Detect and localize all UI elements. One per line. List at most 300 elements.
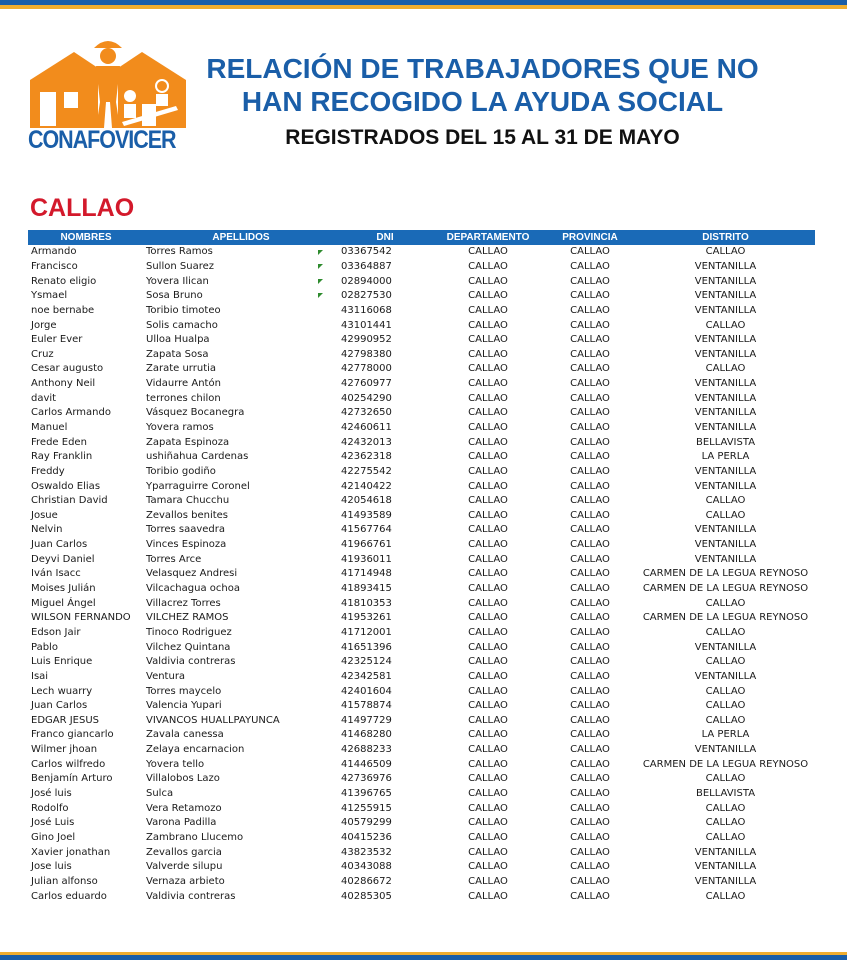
apellido-cell: terrones chilon — [146, 392, 221, 404]
departamento-cell: CALLAO — [468, 378, 508, 390]
departamento-cell: CALLAO — [468, 246, 508, 258]
departamento-cell: CALLAO — [468, 348, 508, 360]
nombre-cell: Wilmer jhoan — [31, 744, 98, 756]
distrito-cell: VENTANILLA — [694, 539, 757, 551]
distrito-cell: CALLAO — [705, 246, 746, 258]
nombre-cell: davit — [31, 392, 57, 404]
table-row — [28, 845, 815, 860]
departamento-cell: CALLAO — [468, 656, 508, 668]
distrito-cell: VENTANILLA — [694, 290, 757, 302]
distrito-cell: BELLAVISTA — [695, 436, 756, 448]
dni-cell: 41953261 — [341, 612, 392, 624]
dni-cell: 41468280 — [341, 729, 392, 741]
provincia-cell: CALLAO — [570, 788, 610, 800]
dni-cell: 41714948 — [341, 568, 392, 580]
table-row — [28, 831, 815, 846]
distrito-cell: CALLAO — [705, 773, 746, 785]
table-row — [28, 596, 815, 611]
table-row — [28, 655, 815, 670]
nombre-cell: Nelvin — [31, 524, 63, 536]
table-row — [28, 289, 815, 304]
apellido-cell: Zambrano Llucemo — [146, 831, 244, 843]
distrito-cell: BELLAVISTA — [695, 788, 756, 800]
table-row — [28, 670, 815, 685]
provincia-cell: CALLAO — [570, 348, 610, 360]
nombre-cell: Julian alfonso — [31, 875, 98, 887]
provincia-cell: CALLAO — [570, 363, 610, 375]
departamento-cell: CALLAO — [468, 568, 508, 580]
apellido-cell: Ulloa Hualpa — [146, 334, 210, 346]
dni-cell: 42732650 — [341, 407, 392, 419]
logo-wordmark: CONAFOVICER — [28, 126, 176, 154]
distrito-cell: VENTANILLA — [694, 348, 757, 360]
dni-cell: 40579299 — [341, 817, 392, 829]
provincia-cell: CALLAO — [570, 641, 610, 653]
dni-cell: 42325124 — [341, 656, 392, 668]
table-row — [28, 523, 815, 538]
nombre-cell: Christian David — [31, 495, 108, 507]
distrito-cell: CALLAO — [705, 817, 746, 829]
dni-cell: 41651396 — [341, 641, 392, 653]
distrito-cell: LA PERLA — [701, 451, 750, 463]
provincia-cell: CALLAO — [570, 685, 610, 697]
dni-cell: 42798380 — [341, 348, 392, 360]
dni-cell: 42140422 — [341, 480, 392, 492]
table-row — [28, 801, 815, 816]
departamento-cell: CALLAO — [468, 685, 508, 697]
table-row — [28, 406, 815, 421]
provincia-cell: CALLAO — [570, 612, 610, 624]
apellido-cell: Vásquez Bocanegra — [146, 407, 245, 419]
nombre-cell: Oswaldo Elias — [31, 480, 101, 492]
distrito-cell: CALLAO — [705, 626, 746, 638]
dni-cell: 42342581 — [341, 670, 392, 682]
apellido-cell: Valverde silupu — [146, 861, 223, 873]
provincia-cell: CALLAO — [570, 773, 610, 785]
dni-cell: 40286672 — [341, 875, 392, 887]
provincia-cell: CALLAO — [570, 656, 610, 668]
distrito-cell: VENTANILLA — [694, 275, 757, 287]
distrito-cell: CALLAO — [705, 319, 746, 331]
apellido-cell: Solis camacho — [146, 319, 218, 331]
departamento-cell: CALLAO — [468, 407, 508, 419]
nombre-cell: Ysmael — [31, 290, 68, 302]
departamento-cell: CALLAO — [468, 729, 508, 741]
page-title — [195, 52, 770, 118]
provincia-cell: CALLAO — [570, 714, 610, 726]
distrito-cell: VENTANILLA — [694, 465, 757, 477]
distrito-cell: VENTANILLA — [694, 861, 757, 873]
distrito-cell: VENTANILLA — [694, 744, 757, 756]
nombre-cell: Pablo — [31, 641, 58, 653]
bottom-accent-bar — [0, 952, 847, 960]
nombre-cell: Juan Carlos — [31, 700, 88, 712]
column-header-dni: DNI — [338, 230, 432, 245]
nombre-cell: Franco giancarlo — [31, 729, 114, 741]
table-header-row — [28, 230, 815, 245]
provincia-cell: CALLAO — [570, 246, 610, 258]
cell-comment-marker — [318, 293, 323, 298]
departamento-cell: CALLAO — [468, 436, 508, 448]
cell-comment-marker — [318, 279, 323, 284]
dni-cell: 40415236 — [341, 831, 392, 843]
distrito-cell: VENTANILLA — [694, 846, 757, 858]
table-row — [28, 757, 815, 772]
departamento-cell: CALLAO — [468, 260, 508, 272]
dni-cell: 42432013 — [341, 436, 392, 448]
provincia-cell: CALLAO — [570, 861, 610, 873]
table-row — [28, 274, 815, 289]
nombre-cell: José luis — [31, 788, 72, 800]
departamento-cell: CALLAO — [468, 875, 508, 887]
dni-cell: 42990952 — [341, 334, 392, 346]
provincia-cell: CALLAO — [570, 817, 610, 829]
table-row — [28, 816, 815, 831]
nombre-cell: Carlos wilfredo — [31, 758, 106, 770]
dni-cell: 42736976 — [341, 773, 392, 785]
apellido-cell: Vernaza arbieto — [146, 875, 225, 887]
dni-cell: 43101441 — [341, 319, 392, 331]
top-accent-bar — [0, 0, 847, 9]
departamento-cell: CALLAO — [468, 744, 508, 756]
page-title-line-2: HAN RECOGIDO LA AYUDA SOCIAL — [241, 86, 724, 117]
provincia-cell: CALLAO — [570, 334, 610, 346]
provincia-cell: CALLAO — [570, 626, 610, 638]
table-row — [28, 435, 815, 450]
table-row — [28, 684, 815, 699]
departamento-cell: CALLAO — [468, 304, 508, 316]
departamento-cell: CALLAO — [468, 363, 508, 375]
table-row — [28, 260, 815, 275]
apellido-cell: Yparraguirre Coronel — [146, 480, 250, 492]
departamento-cell: CALLAO — [468, 612, 508, 624]
dni-cell: 43116068 — [341, 304, 392, 316]
departamento-cell: CALLAO — [468, 714, 508, 726]
table-row — [28, 333, 815, 348]
apellido-cell: Vilchez Quintana — [146, 641, 231, 653]
apellido-cell: Sullon Suarez — [146, 260, 214, 272]
provincia-cell: CALLAO — [570, 392, 610, 404]
departamento-cell: CALLAO — [468, 831, 508, 843]
apellido-cell: ushiñahua Cardenas — [146, 451, 249, 463]
dni-cell: 42460611 — [341, 422, 392, 433]
provincia-cell: CALLAO — [570, 304, 610, 316]
provincia-cell: CALLAO — [570, 802, 610, 814]
provincia-cell: CALLAO — [570, 700, 610, 712]
distrito-cell: VENTANILLA — [694, 553, 757, 565]
apellido-cell: Zavala canessa — [146, 729, 224, 741]
cell-comment-marker — [318, 264, 323, 269]
dni-cell: 40285305 — [341, 890, 392, 902]
nombre-cell: Ray Franklin — [31, 451, 93, 463]
dni-cell: 41396765 — [341, 788, 392, 800]
departamento-cell: CALLAO — [468, 890, 508, 902]
nombre-cell: Luis Enrique — [31, 656, 93, 668]
departamento-cell: CALLAO — [468, 290, 508, 302]
page-subtitle: REGISTRADOS DEL 15 AL 31 DE MAYO — [285, 126, 680, 149]
nombre-cell: Josue — [31, 509, 58, 521]
apellido-cell: Villalobos Lazo — [146, 773, 220, 785]
dni-cell: 02827530 — [341, 290, 392, 302]
departamento-cell: CALLAO — [468, 319, 508, 331]
provincia-cell: CALLAO — [570, 524, 610, 536]
nombre-cell: Anthony Neil — [31, 378, 96, 390]
nombre-cell: Gino Joel — [31, 831, 76, 843]
departamento-cell: CALLAO — [468, 758, 508, 770]
apellido-cell: Zapata Sosa — [146, 348, 209, 360]
distrito-cell: VENTANILLA — [694, 378, 757, 390]
apellido-cell: Yovera ramos — [146, 422, 214, 433]
departamento-cell: CALLAO — [468, 451, 508, 463]
distrito-cell: VENTANILLA — [694, 334, 757, 346]
distrito-cell: CARMEN DE LA LEGUA REYNOSO — [642, 568, 809, 580]
distrito-cell: VENTANILLA — [694, 524, 757, 536]
nombre-cell: Deyvi Daniel — [31, 553, 95, 565]
distrito-cell: CARMEN DE LA LEGUA REYNOSO — [642, 583, 809, 595]
apellido-cell: Zevallos garcia — [146, 846, 222, 858]
departamento-cell: CALLAO — [468, 275, 508, 287]
provincia-cell: CALLAO — [570, 451, 610, 463]
distrito-cell: CALLAO — [705, 831, 746, 843]
provincia-cell: CALLAO — [570, 597, 610, 609]
provincia-cell: CALLAO — [570, 436, 610, 448]
table-row — [28, 347, 815, 362]
apellido-cell: Zelaya encarnacion — [146, 744, 245, 756]
departamento-cell: CALLAO — [468, 773, 508, 785]
dni-cell: 41567764 — [341, 524, 392, 536]
apellido-cell: Torres saavedra — [146, 524, 226, 536]
table-body — [28, 245, 815, 904]
workers-table — [28, 230, 815, 904]
table-row — [28, 450, 815, 465]
departamento-cell: CALLAO — [468, 583, 508, 595]
nombre-cell: Manuel — [31, 422, 68, 433]
provincia-cell: CALLAO — [570, 290, 610, 302]
apellido-cell: Toribio godiño — [146, 465, 216, 477]
apellido-cell: Valdivia contreras — [146, 890, 236, 902]
nombre-cell: WILSON FERNANDO — [31, 612, 131, 624]
column-header-distrito: DISTRITO — [636, 230, 815, 245]
nombre-cell: Carlos Armando — [31, 407, 111, 419]
dni-cell: 02894000 — [341, 275, 392, 287]
apellido-cell: Yovera tello — [146, 758, 205, 770]
page-title-line-1: RELACIÓN DE TRABAJADORES QUE NO — [206, 53, 759, 84]
nombre-cell: Carlos eduardo — [31, 890, 107, 902]
nombre-cell: noe bernabe — [31, 304, 95, 316]
distrito-cell: VENTANILLA — [694, 304, 757, 316]
distrito-cell: CARMEN DE LA LEGUA REYNOSO — [642, 758, 809, 770]
dni-cell: 40254290 — [341, 392, 392, 404]
nombre-cell: Miguel Ángel — [31, 597, 96, 609]
table-row — [28, 860, 815, 875]
provincia-cell: CALLAO — [570, 509, 610, 521]
dni-cell: 41893415 — [341, 583, 392, 595]
table-row — [28, 494, 815, 509]
distrito-cell: CALLAO — [705, 714, 746, 726]
apellido-cell: Zevallos benites — [146, 509, 229, 521]
provincia-cell: CALLAO — [570, 407, 610, 419]
departamento-cell: CALLAO — [468, 597, 508, 609]
dni-cell: 41810353 — [341, 597, 392, 609]
nombre-cell: Benjamín Arturo — [31, 773, 113, 785]
dni-cell: 41712001 — [341, 626, 392, 638]
apellido-cell: Vinces Espinoza — [146, 539, 227, 551]
provincia-cell: CALLAO — [570, 568, 610, 580]
nombre-cell: Moises Julián — [31, 583, 96, 595]
table-row — [28, 362, 815, 377]
apellido-cell: Zapata Espinoza — [146, 436, 230, 448]
departamento-cell: CALLAO — [468, 509, 508, 521]
nombre-cell: Iván Isacc — [31, 568, 81, 580]
dni-cell: 41255915 — [341, 802, 392, 814]
departamento-cell: CALLAO — [468, 817, 508, 829]
dni-cell: 43823532 — [341, 846, 392, 858]
apellido-cell: Vera Retamozo — [146, 802, 222, 814]
nombre-cell: Isai — [31, 670, 49, 682]
distrito-cell: CALLAO — [705, 890, 746, 902]
nombre-cell: Lech wuarry — [31, 685, 93, 697]
distrito-cell: CALLAO — [705, 656, 746, 668]
departamento-cell: CALLAO — [468, 465, 508, 477]
table-row — [28, 626, 815, 641]
apellido-cell: Zarate urrutia — [146, 363, 217, 375]
cell-comment-marker — [318, 250, 323, 255]
nombre-cell: EDGAR JESUS — [31, 714, 100, 726]
nombre-cell: Edson Jair — [31, 626, 81, 638]
dni-cell: 42362318 — [341, 451, 392, 463]
table-row — [28, 377, 815, 392]
distrito-cell: CARMEN DE LA LEGUA REYNOSO — [642, 612, 809, 624]
table-row — [28, 875, 815, 890]
departamento-cell: CALLAO — [468, 480, 508, 492]
dni-cell: 03367542 — [341, 246, 392, 258]
provincia-cell: CALLAO — [570, 553, 610, 565]
departamento-cell: CALLAO — [468, 539, 508, 551]
provincia-cell: CALLAO — [570, 729, 610, 741]
departamento-cell: CALLAO — [468, 861, 508, 873]
distrito-cell: VENTANILLA — [694, 641, 757, 653]
nombre-cell: Xavier jonathan — [31, 846, 111, 858]
dni-cell: 40343088 — [341, 861, 392, 873]
apellido-cell: VIVANCOS HUALLPAYUNCA — [146, 714, 280, 726]
departamento-cell: CALLAO — [468, 670, 508, 682]
apellido-cell: Villacrez Torres — [146, 597, 221, 609]
provincia-cell: CALLAO — [570, 670, 610, 682]
departamento-cell: CALLAO — [468, 392, 508, 404]
provincia-cell: CALLAO — [570, 465, 610, 477]
distrito-cell: VENTANILLA — [694, 407, 757, 419]
nombre-cell: Jose luis — [31, 861, 72, 873]
table-row — [28, 552, 815, 567]
nombre-cell: Cruz — [31, 348, 54, 360]
distrito-cell: CALLAO — [705, 597, 746, 609]
provincia-cell: CALLAO — [570, 319, 610, 331]
column-header-nombres: NOMBRES — [28, 230, 144, 245]
apellido-cell: Valencia Yupari — [146, 700, 222, 712]
dni-cell: 42760977 — [341, 378, 392, 390]
dni-cell: 41966761 — [341, 539, 392, 551]
nombre-cell: Freddy — [31, 465, 65, 477]
table-row — [28, 509, 815, 524]
dni-cell: 41578874 — [341, 700, 392, 712]
table-row — [28, 538, 815, 553]
provincia-cell: CALLAO — [570, 275, 610, 287]
provincia-cell: CALLAO — [570, 875, 610, 887]
apellido-cell: Torres Arce — [146, 553, 202, 565]
apellido-cell: Vilcachagua ochoa — [146, 583, 240, 595]
table-row — [28, 465, 815, 480]
table-row — [28, 245, 815, 260]
nombre-cell: Cesar augusto — [31, 363, 104, 375]
provincia-cell: CALLAO — [570, 422, 610, 433]
apellido-cell: Tamara Chucchu — [146, 495, 230, 507]
table-row — [28, 640, 815, 655]
provincia-cell: CALLAO — [570, 480, 610, 492]
apellido-cell: Torres Ramos — [146, 246, 213, 258]
dni-cell: 41493589 — [341, 509, 392, 521]
nombre-cell: Rodolfo — [31, 802, 69, 814]
apellido-cell: Toribio timoteo — [146, 304, 221, 316]
nombre-cell: José Luis — [31, 817, 75, 829]
provincia-cell: CALLAO — [570, 539, 610, 551]
distrito-cell: VENTANILLA — [694, 422, 757, 433]
provincia-cell: CALLAO — [570, 583, 610, 595]
provincia-cell: CALLAO — [570, 758, 610, 770]
table-header — [28, 230, 815, 245]
departamento-cell: CALLAO — [468, 524, 508, 536]
dni-cell: 03364887 — [341, 260, 392, 272]
departamento-cell: CALLAO — [468, 802, 508, 814]
nombre-cell: Frede Eden — [31, 436, 87, 448]
dni-cell: 42688233 — [341, 744, 392, 756]
dni-cell: 41936011 — [341, 553, 392, 565]
departamento-cell: CALLAO — [468, 788, 508, 800]
apellido-cell: Varona Padilla — [146, 817, 217, 829]
distrito-cell: CALLAO — [705, 495, 746, 507]
column-header-apellidos: APELLIDOS — [144, 230, 338, 245]
table-row — [28, 728, 815, 743]
departamento-cell: CALLAO — [468, 626, 508, 638]
departamento-cell: CALLAO — [468, 846, 508, 858]
nombre-cell: Francisco — [31, 260, 78, 272]
distrito-cell: VENTANILLA — [694, 392, 757, 404]
dni-cell: 42054618 — [341, 495, 392, 507]
table-row — [28, 421, 815, 436]
departamento-cell: CALLAO — [468, 334, 508, 346]
apellido-cell: Sosa Bruno — [146, 290, 203, 302]
distrito-cell: CALLAO — [705, 363, 746, 375]
nombre-cell: Jorge — [31, 319, 57, 331]
departamento-cell: CALLAO — [468, 553, 508, 565]
apellido-cell: Valdivia contreras — [146, 656, 236, 668]
table-row — [28, 611, 815, 626]
distrito-cell: VENTANILLA — [694, 260, 757, 272]
dni-cell: 42275542 — [341, 465, 392, 477]
apellido-cell: VILCHEZ RAMOS — [146, 612, 229, 624]
provincia-cell: CALLAO — [570, 744, 610, 756]
provincia-cell: CALLAO — [570, 831, 610, 843]
table-row — [28, 714, 815, 729]
provincia-cell: CALLAO — [570, 495, 610, 507]
apellido-cell: Torres maycelo — [146, 685, 222, 697]
distrito-cell: LA PERLA — [701, 729, 750, 741]
dni-cell: 41446509 — [341, 758, 392, 770]
nombre-cell: Juan Carlos — [31, 539, 88, 551]
apellido-cell: Tinoco Rodriguez — [146, 626, 232, 638]
distrito-cell: CALLAO — [705, 509, 746, 521]
apellido-cell: Yovera Ilican — [146, 275, 209, 287]
distrito-cell: VENTANILLA — [694, 670, 757, 682]
